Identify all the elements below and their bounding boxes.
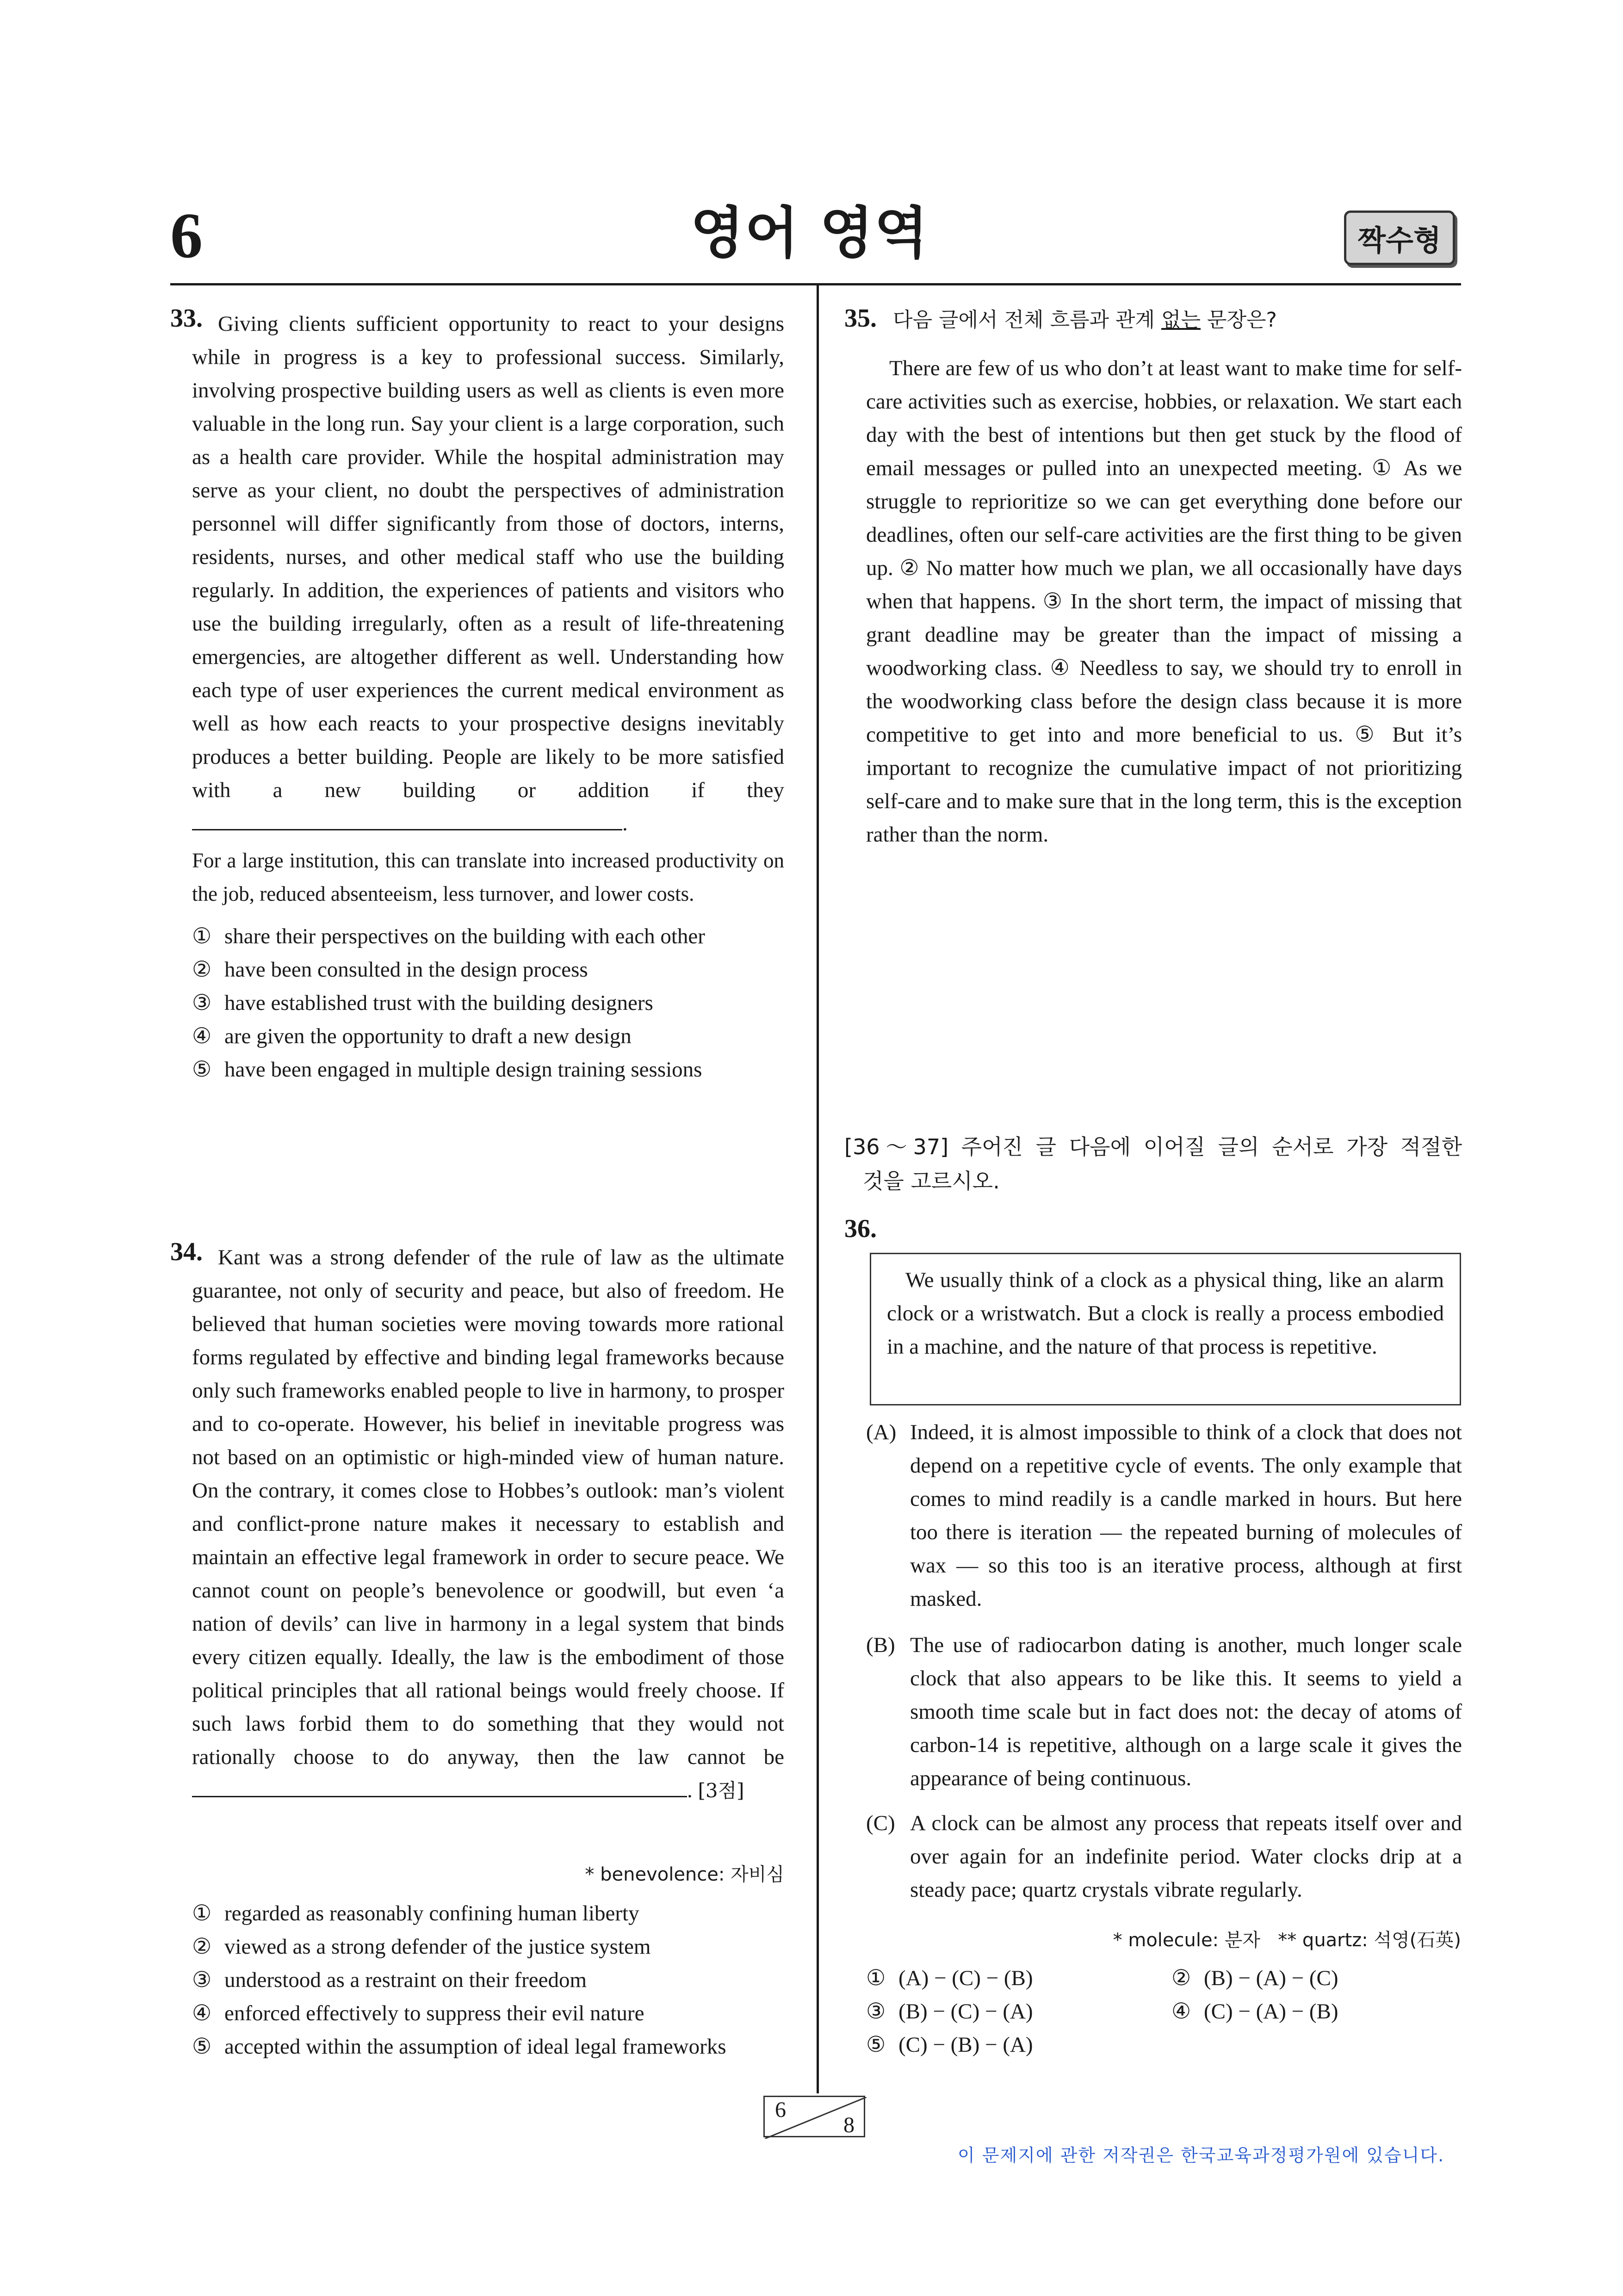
question-35-sentence-1[interactable]: ① As we struggle to reprioritize so we can get everything done before our deadlines, often our self-care activities are the first thing to be given up.	[866, 456, 1462, 580]
question-36-option-5[interactable]: ⑤ (C) − (B) − (A)	[866, 2033, 1033, 2057]
page-title: 영어 영역	[690, 201, 929, 266]
question-36-option-2[interactable]: ② (B) − (A) − (C)	[1171, 1966, 1338, 1990]
question-36-option-3[interactable]: ③ (B) − (C) − (A)	[866, 1999, 1033, 2024]
page-number: 6	[170, 200, 203, 272]
question-35-sentence-5[interactable]: ⑤ But it’s important to recognize the cumulative impact of not prioritizing self-care and to make sure that in the long term, this is the exception rather than the norm.	[866, 723, 1462, 847]
question-33-passage-body: Giving clients sufficient opportunity to react to your designs while in progress is a key to professional success. Similarly, involving prospective building users as well as clients is even more valuable in the long run. Say your client is a large corporation, such as a health care provider. While the hospital administration may serve as your client, no doubt the perspectives of administration personnel will differ significantly from those of doctors, interns, residents, nurses, and other medical staff who use the building regularly. In addition, the experiences of patients and visitors who use the building irregularly, often as a result of life-threatening emergencies, are altogether different as well. Understanding how each type of user experiences the current medical environment as well as how each reacts to your prospective designs inevitably produces a better building. People are likely to be more satisfied with a new building or addition if they	[192, 312, 784, 802]
question-36-part-b: (B) The use of radiocarbon dating is another, much longer scale clock that also appears to be like this. It seems to yield a smooth time scale but in fact does not: the decay of atoms of carbon-14 is repetitive, although on a large scale it gives the appearance of being continuous.	[866, 1633, 1462, 1790]
question-36-part-c: (C) A clock can be almost any process that repeats itself over and over again for an indefinite period. Water clocks drip at a steady pace; quartz crystals vibrate regularly.	[866, 1811, 1462, 1902]
question-36-option-1[interactable]: ① (A) − (C) − (B)	[866, 1966, 1033, 1990]
question-33-option-5[interactable]: ⑤ have been engaged in multiple design training sessions	[192, 1058, 702, 1082]
form-type-badge: 짝수형	[1344, 210, 1455, 265]
question-36-option-4[interactable]: ④ (C) − (A) − (B)	[1171, 1999, 1338, 2024]
question-35-passage	[866, 352, 1462, 851]
question-35-prompt: 다음 글에서 전체 흐름과 관계 없는 문장은?	[893, 308, 1277, 332]
group-36-37-heading-line1: [36～37] 주어진 글 다음에 이어질 글의 순서로 가장 적절한	[844, 1134, 1462, 1159]
question-34-option-5[interactable]: ⑤ accepted within the assumption of ideal legal frameworks	[192, 2035, 726, 2059]
question-34-number: 34.	[170, 1238, 203, 1266]
question-36-footnote: * molecule: 분자 ** quartz: 석영(石英)	[1113, 1930, 1461, 1951]
question-36-number: 36.	[844, 1214, 877, 1243]
question-33-option-3[interactable]: ③ have established trust with the building designers	[192, 991, 653, 1015]
group-36-37-heading-line2: 것을 고르시오.	[863, 1169, 1000, 1194]
question-36-given-text: We usually think of a clock as a physical thing, like an alarm clock or a wristwatch. But a clock is really a process embodied in a machine, and the nature of that process is repetitive.	[870, 1253, 1461, 1405]
page-indicator	[763, 2096, 865, 2137]
total-pages: 8	[843, 2113, 855, 2137]
question-34-options	[192, 1897, 726, 2063]
question-34-option-1[interactable]: ① regarded as reasonably confining human liberty	[192, 1901, 639, 1925]
question-33-passage-end: For a large institution, this can translate into increased productivity on the job, reduced absenteeism, less turnover, and lower costs.	[192, 849, 784, 905]
question-33-options	[192, 920, 705, 1086]
question-34-footnote: * benevolence: 자비심	[585, 1864, 784, 1885]
question-33-option-4[interactable]: ④ are given the opportunity to draft a new design	[192, 1024, 632, 1048]
question-35-intro: There are few of us who don’t at least want to make time for self-care activities such as exercise, hobbies, or relaxation. We start each day with the best of intentions but then get stuck by the flood of email messages or pulled into an unexpected meeting.	[866, 356, 1462, 480]
question-35-number: 35.	[844, 304, 877, 333]
question-36-part-a: (A) Indeed, it is almost impossible to think of a clock that does not depend on a repetitive cycle of events. The only example that comes to mind readily is a candle marked in hours. But here too there is iteration — the repeated burning of molecules of wax — so this too is an iterative process, although at first masked.	[866, 1420, 1462, 1611]
answer-blank	[192, 812, 622, 830]
question-33-option-1[interactable]: ① share their perspectives on the building with each other	[192, 924, 705, 948]
question-36-options	[866, 1962, 1462, 2061]
question-33-number: 33.	[170, 304, 203, 333]
question-34-option-3[interactable]: ③ understood as a restraint on their freedom	[192, 1968, 587, 1992]
score-points: [3점]	[698, 1779, 744, 1802]
column-divider	[817, 285, 819, 2093]
question-33-passage: Giving clients sufficient opportunity to react to your designs while in progress is a key to professional success. Similarly, involving prospective building users as well as clients is even more valuable in the long run. Say your client is a large corporation, such as a health care provider. While the hospital administration may serve as your client, no doubt the perspectives of administration personnel will differ significantly from those of doctors, interns, residents, nurses, and other medical staff who use the building regularly. In addition, the experiences of patients and visitors who use the building irregularly, often as a result of life-threatening emergencies, are altogether different as well. Understanding how each type of user experiences the current medical environment as well as how each reacts to your prospective designs inevitably produces a better building. People are likely to be more satisfied with a new building or addition if they .	[192, 312, 784, 835]
answer-blank	[192, 1779, 687, 1797]
header-divider	[170, 283, 1461, 285]
question-34-option-4[interactable]: ④ enforced effectively to suppress their evil nature	[192, 2001, 644, 2025]
question-33-option-2[interactable]: ② have been consulted in the design process	[192, 958, 588, 982]
question-34-passage: Kant was a strong defender of the rule of law as the ultimate guarantee, not only of security and peace, but also of freedom. He believed that human societies were moving towards more rational forms regulated by effective and binding legal frameworks because only such frameworks enabled people to live in harmony, to prosper and to co-operate. However, his belief in inevitable progress was not based on an optimistic or high-minded view of human nature. On the contrary, it comes close to Hobbes’s outlook: man’s violent and conflict-prone nature makes it necessary to establish and maintain an effective legal framework in order to secure peace. We cannot count on people’s benevolence or goodwill, but even ‘a nation of devils’ can live in harmony in a legal system that binds every citizen equally. Ideally, the law is the embodiment of those political principles that all rational beings would freely choose. If such laws forbid them to do something that they would not rationally choose to do anyway, then the law cannot be . [3점]	[192, 1245, 784, 1802]
question-35-sentence-3[interactable]: ③ In the short term, the impact of missing that grant deadline may be greater than the impact of missing a woodworking class.	[866, 589, 1462, 680]
current-page: 6	[775, 2098, 786, 2122]
copyright-notice: 이 문제지에 관한 저작권은 한국교육과정평가원에 있습니다.	[958, 2145, 1445, 2166]
question-34-passage-body: Kant was a strong defender of the rule of law as the ultimate guarantee, not only of security and peace, but also of freedom. He believed that human societies were moving towards more rational forms regulated by effective and binding legal frameworks because only such frameworks enabled people to live in harmony, to prosper and to co-operate. However, his belief in inevitable progress was not based on an optimistic or high-minded view of human nature. On the contrary, it comes close to Hobbes’s outlook: man’s violent and conflict-prone nature makes it necessary to establish and maintain an effective legal framework in order to secure peace. We cannot count on people’s benevolence or goodwill, but even ‘a nation of devils’ can live in harmony in a legal system that binds every citizen equally. Ideally, the law is the embodiment of those political principles that all rational beings would freely choose. If such laws forbid them to do something that they would not rationally choose to do anyway, then the law cannot be	[192, 1245, 784, 1769]
question-34-option-2[interactable]: ② viewed as a strong defender of the justice system	[192, 1935, 651, 1959]
question-35-sentence-4[interactable]: ④ Needless to say, we should try to enroll in the woodworking class before the design class because it is more competitive to get into and more beneficial to us.	[866, 656, 1462, 747]
question-35-sentence-2[interactable]: ② No matter how much we plan, we all occasionally have days when that happens.	[866, 556, 1462, 613]
